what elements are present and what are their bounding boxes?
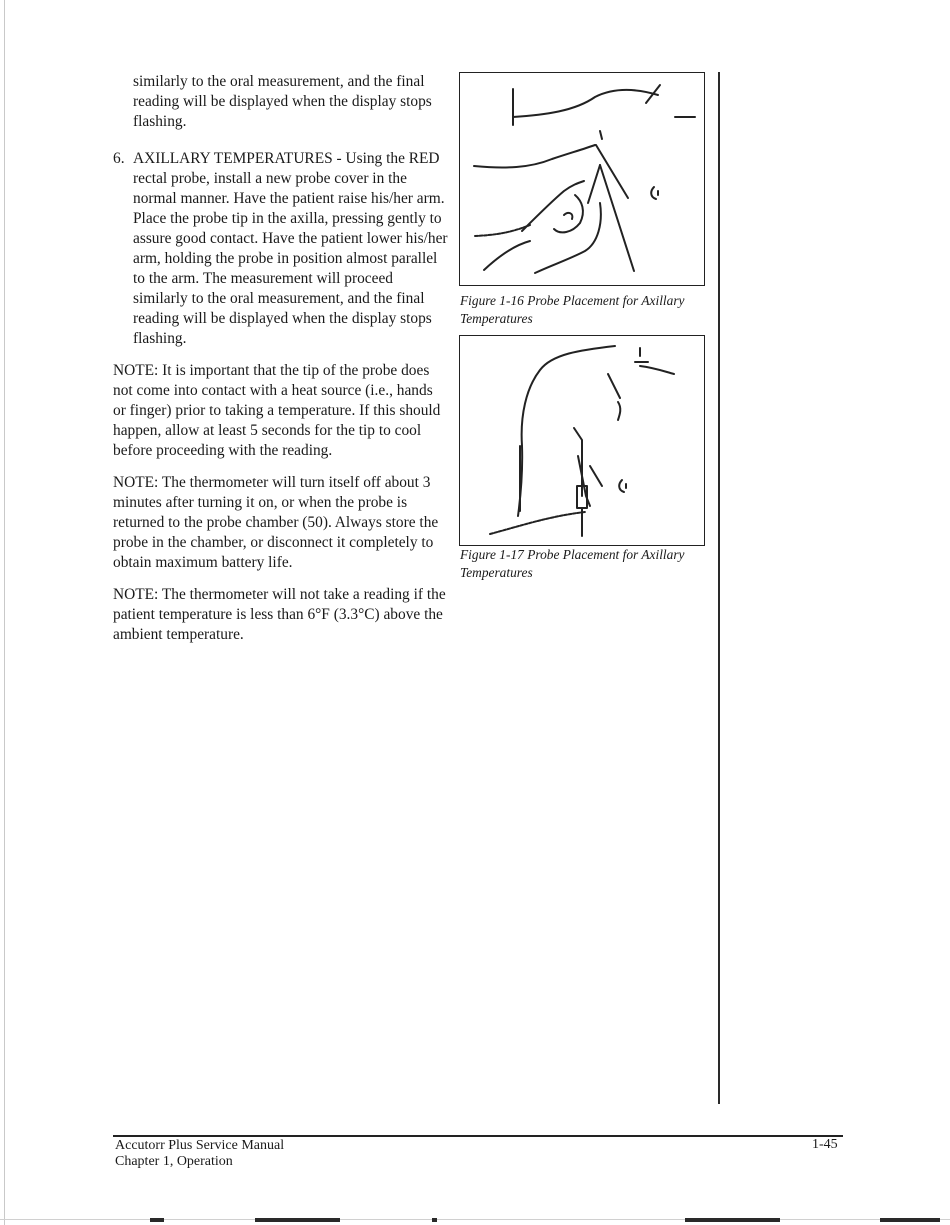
scan-mark	[685, 1218, 780, 1222]
figure-1-16-illustration	[459, 72, 705, 286]
footer-title: Accutorr Plus Service Manual	[115, 1138, 285, 1153]
item-text: AXILLARY TEMPERATURES - Using the RED rectal probe, install a new probe cover in the normal manner. Have the patient raise his/her arm. Place the probe tip in the axilla, pressing gently to assure good contact. Have the patient lower his/her arm, holding the probe in position almost parallel to the arm. The measurement will proceed similarly to the oral measurement, and the final reading will be displayed when the display stops flashing.	[133, 150, 448, 347]
footer-chapter: Chapter 1, Operation	[115, 1154, 233, 1169]
item-number: 6.	[113, 150, 125, 167]
footer-manual-info	[115, 1138, 284, 1170]
scan-mark	[880, 1218, 940, 1222]
footer-rule	[113, 1135, 843, 1137]
caption-line: Temperatures	[460, 311, 533, 326]
caption-line: Figure 1-16 Probe Placement for Axillary	[460, 293, 685, 308]
note-label: NOTE:	[113, 474, 159, 491]
note-label: NOTE:	[113, 362, 159, 379]
numbered-item-6	[113, 149, 448, 349]
caption-line: Figure 1-17 Probe Placement for Axillary	[460, 547, 685, 562]
page-bottom-edge	[0, 1219, 950, 1220]
scan-mark	[432, 1218, 437, 1222]
note-paragraph	[113, 585, 448, 645]
note-text: The thermometer will not take a reading if the patient temperature is less than 6°F (3.3°C) above the ambient temperature.	[113, 586, 446, 643]
continuation-paragraph: similarly to the oral measurement, and the final reading will be displayed when the display stops flashing.	[133, 73, 432, 130]
note-paragraph	[113, 473, 448, 573]
page-number: 1-45	[812, 1137, 838, 1152]
body-text-column	[113, 72, 448, 645]
note-text: It is important that the tip of the probe does not come into contact with a heat source (i.e., hands or finger) prior to taking a temperature. If this should happen, allow at least 5 seconds for the tip to cool before proceeding with the reading.	[113, 362, 441, 459]
figure-1-17-caption	[460, 546, 710, 582]
note-paragraph	[113, 361, 448, 461]
figure-1-17-illustration	[459, 335, 705, 546]
figure-1-16-caption	[460, 292, 710, 328]
scan-mark	[255, 1218, 340, 1222]
scan-mark	[150, 1218, 164, 1222]
column-divider	[718, 72, 720, 1104]
page-edge	[4, 0, 5, 1225]
note-text: The thermometer will turn itself off about 3 minutes after turning it on, or when the probe is returned to the probe chamber (50). Always store the probe in the chamber, or disconnect it completely to obtain maximum battery life.	[113, 474, 439, 571]
axillary-probe-illustration	[460, 336, 704, 545]
caption-line: Temperatures	[460, 565, 533, 580]
axillary-probe-illustration	[460, 73, 704, 285]
note-label: NOTE:	[113, 586, 159, 603]
